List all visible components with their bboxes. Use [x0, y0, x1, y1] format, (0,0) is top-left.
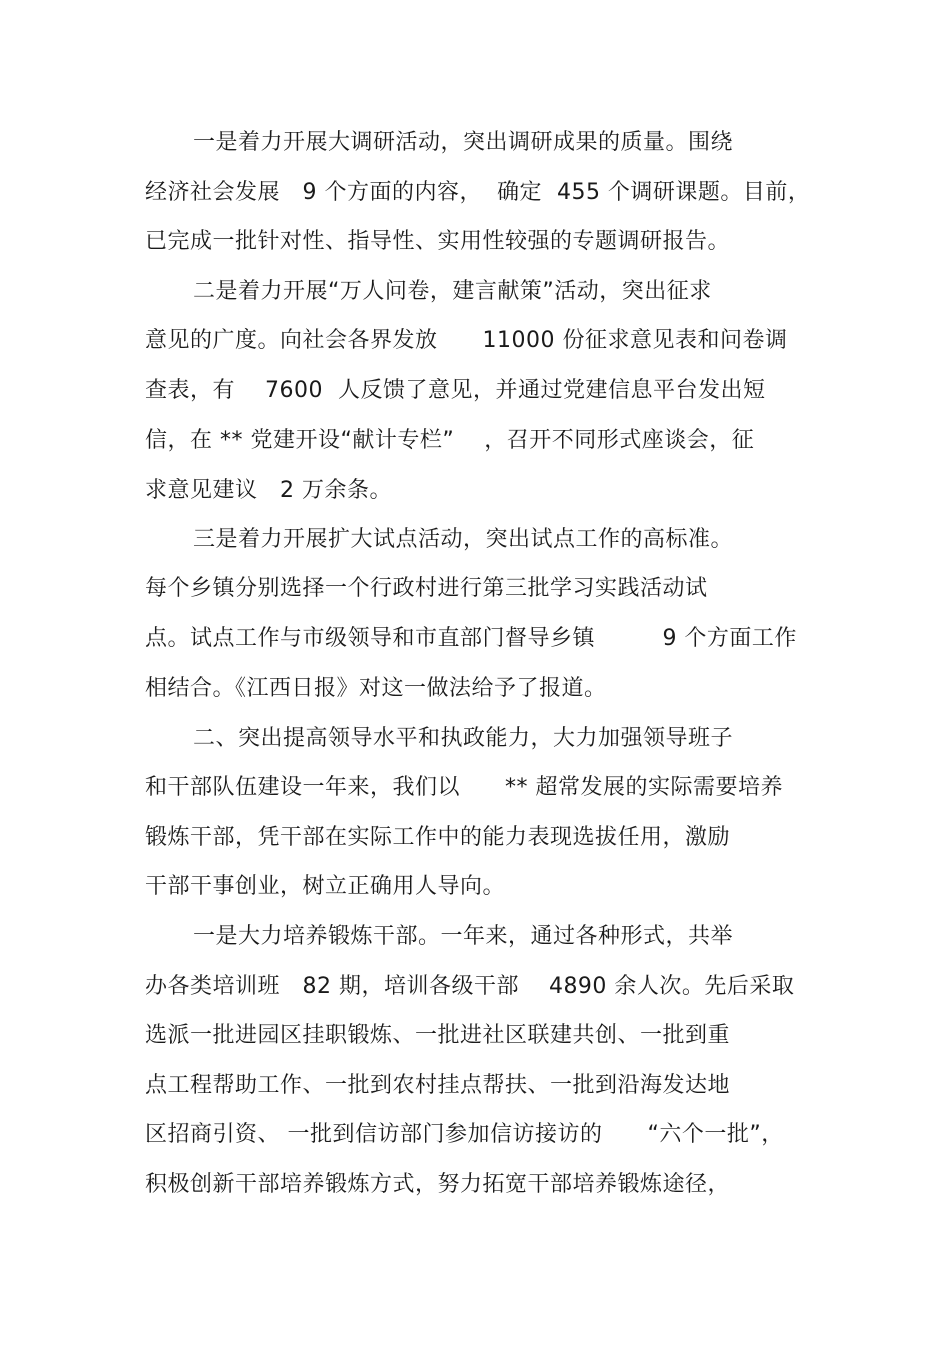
text-line: 已完成一批针对性、指导性、实用性较强的专题调研报告。 — [145, 229, 731, 254]
text-line: 一是着力开展大调研活动，突出调研成果的质量。围绕 — [193, 130, 734, 155]
text-line: 查表，有 7600 人反馈了意见，并通过党建信息平台发出短 — [145, 378, 766, 403]
text-line: 二是着力开展“万人问卷，建言献策”活动，突出征求 — [193, 279, 712, 304]
text-line: 相结合。《江西日报》对这一做法给予了报道。 — [145, 676, 607, 701]
text-line: 办各类培训班 82 期，培训各级干部 4890 余人次。先后采取 — [145, 974, 795, 999]
text-line: 意见的广度。向社会各界发放 11000 份征求意见表和问卷调 — [145, 328, 788, 353]
text-line: 干部干事创业，树立正确用人导向。 — [145, 874, 506, 899]
text-line: 锻炼干部，凭干部在实际工作中的能力表现选拔任用，激励 — [145, 825, 731, 850]
text-line: 求意见建议 2 万余条。 — [145, 478, 392, 503]
text-line: 和干部队伍建设一年来，我们以 ** 超常发展的实际需要培养 — [145, 775, 783, 800]
text-line: 每个乡镇分别选择一个行政村进行第三批学习实践活动试 — [145, 576, 708, 601]
text-line: 积极创新干部培养锻炼方式，努力拓宽干部培养锻炼途径， — [145, 1172, 731, 1197]
text-line: 信，在 ** 党建开设“献计专栏” ，召开不同形式座谈会，征 — [145, 428, 755, 453]
text-line: 区招商引资、 一批到信访部门参加信访接访的 “六个一批”， — [145, 1122, 784, 1147]
text-line: 点工程帮助工作、一批到农村挂点帮扶、一批到沿海发达地 — [145, 1073, 731, 1098]
text-line: 三是着力开展扩大试点活动，突出试点工作的高标准。 — [193, 527, 734, 552]
text-line: 经济社会发展 9 个方面的内容， 确定 455 个调研课题。目前， — [145, 180, 811, 205]
text-line: 选派一批进园区挂职锻炼、一批进社区联建共创、一批到重 — [145, 1023, 731, 1048]
text-line: 一是大力培养锻炼干部。一年来，通过各种形式，共举 — [193, 924, 734, 949]
text-line: 二、突出提高领导水平和执政能力，大力加强领导班子 — [193, 726, 734, 751]
text-line: 点。试点工作与市级领导和市直部门督导乡镇 9 个方面工作 — [145, 626, 797, 651]
